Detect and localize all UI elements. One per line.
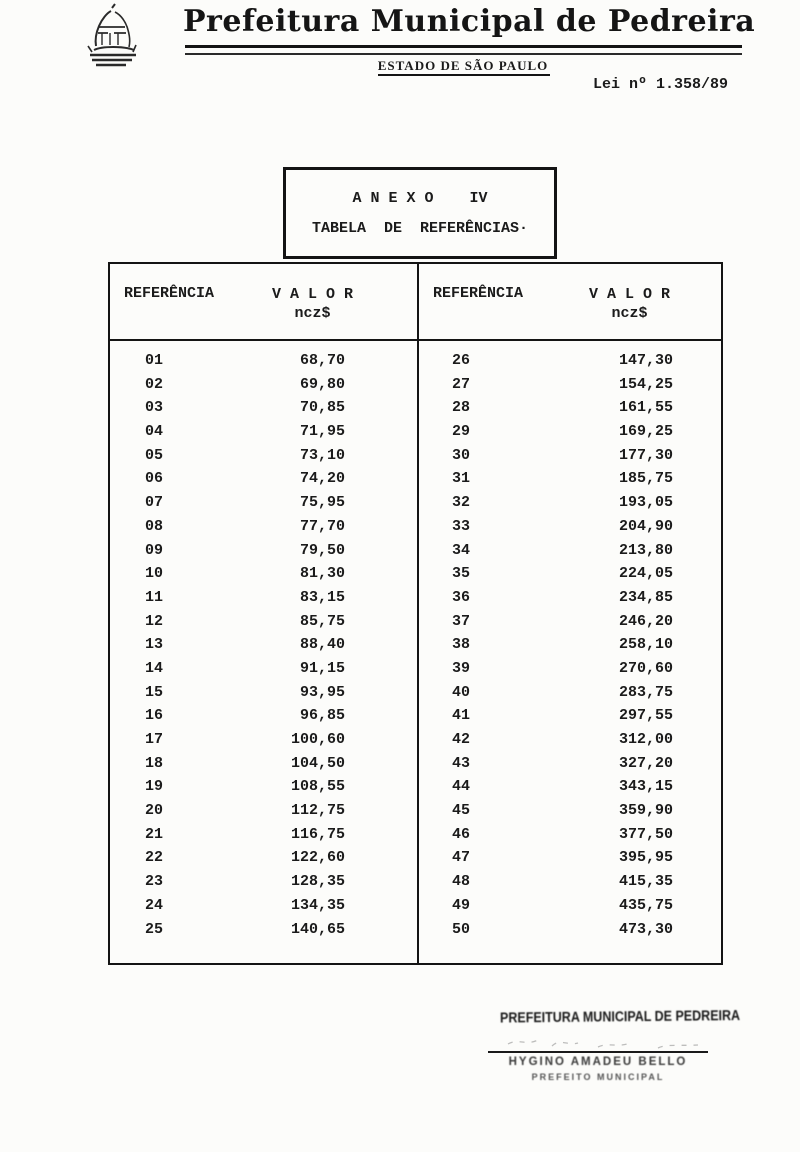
table-row bbox=[417, 636, 719, 660]
value-cell: 343,15 bbox=[618, 778, 673, 796]
reference-number-cell: 23 bbox=[144, 873, 163, 891]
reference-number-cell: 35 bbox=[451, 565, 470, 583]
signer-role: PREFEITO MUNICIPAL bbox=[531, 1072, 665, 1082]
reference-number-cell: 26 bbox=[451, 352, 470, 369]
table-row bbox=[110, 731, 417, 755]
value-cell: 73,10 bbox=[299, 446, 345, 464]
table-row bbox=[110, 447, 417, 471]
table-row bbox=[417, 352, 719, 376]
value-cell: 270,60 bbox=[618, 659, 673, 677]
value-cell: 395,95 bbox=[618, 849, 673, 867]
table-row bbox=[110, 684, 417, 708]
table-row bbox=[110, 778, 417, 802]
value-cell: 81,30 bbox=[299, 565, 345, 583]
reference-number-cell: 16 bbox=[144, 707, 163, 725]
reference-number-cell: 05 bbox=[144, 446, 163, 464]
value-cell: 128,35 bbox=[290, 873, 345, 891]
table-row bbox=[417, 707, 719, 731]
reference-number-cell: 34 bbox=[451, 541, 470, 559]
table-row bbox=[417, 613, 719, 637]
value-cell: 147,30 bbox=[618, 352, 673, 369]
reference-number-cell: 02 bbox=[144, 375, 163, 393]
value-cell: 415,35 bbox=[618, 873, 673, 891]
table-header-right bbox=[417, 264, 719, 339]
reference-number-cell: 44 bbox=[451, 778, 470, 796]
reference-number-cell: 21 bbox=[144, 825, 163, 843]
reference-number-cell: 09 bbox=[144, 541, 163, 559]
value-cell: 359,90 bbox=[618, 802, 673, 820]
table-column-left bbox=[110, 352, 417, 944]
table-row bbox=[110, 636, 417, 660]
signature-scribble bbox=[500, 1026, 710, 1052]
reference-number-cell: 37 bbox=[451, 612, 470, 630]
table-row bbox=[110, 352, 417, 376]
value-cell: 74,20 bbox=[299, 470, 345, 488]
currency-unit-label: ncz$ bbox=[294, 305, 331, 322]
value-cell: 213,80 bbox=[618, 541, 673, 559]
annex-subtitle: TABELA DE REFERÊNCIAS· bbox=[311, 220, 529, 237]
reference-number-cell: 48 bbox=[451, 873, 470, 891]
value-cell: 258,10 bbox=[618, 636, 673, 654]
reference-number-cell: 46 bbox=[451, 825, 470, 843]
value-cell: 297,55 bbox=[618, 707, 673, 725]
value-cell: 96,85 bbox=[299, 707, 345, 725]
value-cell: 327,20 bbox=[618, 754, 673, 772]
value-cell: 104,50 bbox=[290, 754, 345, 772]
value-cell: 283,75 bbox=[618, 683, 673, 701]
state-subtitle-underline bbox=[378, 74, 550, 76]
value-cell: 85,75 bbox=[299, 612, 345, 630]
table-row bbox=[110, 565, 417, 589]
column-header-valor bbox=[589, 285, 670, 339]
table-row bbox=[110, 423, 417, 447]
reference-number-cell: 22 bbox=[144, 849, 163, 867]
value-cell: 83,15 bbox=[299, 588, 345, 606]
value-cell: 154,25 bbox=[618, 375, 673, 393]
state-subtitle: ESTADO DE SÃO PAULO bbox=[377, 58, 549, 73]
reference-number-cell: 40 bbox=[451, 683, 470, 701]
reference-number-cell: 13 bbox=[144, 636, 163, 654]
table-header-row bbox=[110, 264, 721, 341]
table-row bbox=[110, 470, 417, 494]
reference-number-cell: 11 bbox=[144, 588, 163, 606]
table-row bbox=[417, 518, 719, 542]
value-cell: 193,05 bbox=[618, 494, 673, 512]
table-row bbox=[110, 802, 417, 826]
table-row bbox=[110, 494, 417, 518]
reference-number-cell: 07 bbox=[144, 494, 163, 512]
reference-number-cell: 04 bbox=[144, 423, 163, 441]
table-row bbox=[417, 660, 719, 684]
value-cell: 185,75 bbox=[618, 470, 673, 488]
reference-number-cell: 10 bbox=[144, 565, 163, 583]
value-cell: 134,35 bbox=[290, 896, 345, 914]
reference-number-cell: 32 bbox=[451, 494, 470, 512]
table-row bbox=[417, 447, 719, 471]
reference-number-cell: 18 bbox=[144, 754, 163, 772]
column-header-referencia: REFERÊNCIA bbox=[433, 285, 524, 302]
value-cell: 169,25 bbox=[618, 423, 673, 441]
table-column-right bbox=[417, 352, 719, 944]
table-row bbox=[417, 684, 719, 708]
table-row bbox=[417, 589, 719, 613]
table-row bbox=[417, 921, 719, 945]
table-row bbox=[417, 873, 719, 897]
value-cell: 224,05 bbox=[618, 565, 673, 583]
table-row bbox=[110, 707, 417, 731]
value-cell: 435,75 bbox=[618, 896, 673, 914]
title-divider bbox=[185, 45, 742, 55]
table-vertical-divider bbox=[417, 264, 419, 963]
reference-number-cell: 42 bbox=[451, 731, 470, 748]
column-header-referencia: REFERÊNCIA bbox=[124, 285, 215, 302]
reference-number-cell: 19 bbox=[144, 778, 163, 796]
reference-number-cell: 50 bbox=[451, 920, 470, 938]
coat-of-arms-icon bbox=[82, 2, 144, 70]
reference-number-cell: 43 bbox=[451, 754, 470, 772]
table-row bbox=[110, 826, 417, 850]
table-row bbox=[417, 731, 719, 755]
value-cell: 116,75 bbox=[290, 825, 345, 843]
reference-number-cell: 45 bbox=[451, 802, 470, 820]
signature-line bbox=[488, 1051, 708, 1053]
reference-number-cell: 08 bbox=[144, 517, 163, 535]
valor-label: V A L O R bbox=[589, 286, 671, 303]
value-cell: 112,75 bbox=[290, 802, 345, 820]
reference-number-cell: 47 bbox=[451, 849, 470, 867]
table-row bbox=[417, 399, 719, 423]
value-cell: 377,50 bbox=[618, 825, 673, 843]
table-row bbox=[110, 399, 417, 423]
value-cell: 108,55 bbox=[290, 778, 345, 796]
table-row bbox=[110, 755, 417, 779]
value-cell: 140,65 bbox=[290, 920, 345, 938]
reference-number-cell: 15 bbox=[144, 683, 163, 701]
currency-unit-label: ncz$ bbox=[611, 305, 648, 322]
value-cell: 93,95 bbox=[299, 683, 345, 701]
reference-number-cell: 17 bbox=[144, 731, 163, 748]
reference-number-cell: 01 bbox=[144, 352, 163, 369]
value-cell: 204,90 bbox=[618, 517, 673, 535]
table-body bbox=[110, 341, 721, 944]
table-row bbox=[110, 589, 417, 613]
table-row bbox=[110, 376, 417, 400]
table-row bbox=[417, 897, 719, 921]
table-row bbox=[417, 470, 719, 494]
reference-number-cell: 39 bbox=[451, 659, 470, 677]
table-row bbox=[417, 778, 719, 802]
municipality-stamp: PREFEITURA MUNICIPAL DE PEDREIRA bbox=[499, 1007, 741, 1027]
reference-number-cell: 28 bbox=[451, 399, 470, 417]
reference-number-cell: 31 bbox=[451, 470, 470, 488]
table-header-left bbox=[110, 264, 417, 339]
table-row bbox=[110, 660, 417, 684]
reference-table bbox=[108, 262, 723, 965]
table-row bbox=[417, 849, 719, 873]
table-row bbox=[110, 921, 417, 945]
table-row bbox=[417, 423, 719, 447]
table-row bbox=[110, 613, 417, 637]
value-cell: 246,20 bbox=[618, 612, 673, 630]
reference-number-cell: 41 bbox=[451, 707, 470, 725]
value-cell: 71,95 bbox=[299, 423, 345, 441]
reference-number-cell: 03 bbox=[144, 399, 163, 417]
reference-number-cell: 33 bbox=[451, 517, 470, 535]
valor-label: V A L O R bbox=[272, 286, 354, 303]
value-cell: 75,95 bbox=[299, 494, 345, 512]
reference-number-cell: 38 bbox=[451, 636, 470, 654]
table-row bbox=[417, 565, 719, 589]
value-cell: 77,70 bbox=[299, 517, 345, 535]
annex-title: A N E X O IV bbox=[352, 190, 488, 207]
table-row bbox=[417, 542, 719, 566]
table-row bbox=[110, 873, 417, 897]
value-cell: 68,70 bbox=[299, 352, 345, 369]
value-cell: 79,50 bbox=[299, 541, 345, 559]
reference-number-cell: 36 bbox=[451, 588, 470, 606]
table-row bbox=[417, 826, 719, 850]
reference-number-cell: 49 bbox=[451, 896, 470, 914]
reference-number-cell: 12 bbox=[144, 612, 163, 630]
reference-number-cell: 20 bbox=[144, 802, 163, 820]
column-header-valor bbox=[272, 285, 353, 339]
value-cell: 70,85 bbox=[299, 399, 345, 417]
value-cell: 100,60 bbox=[290, 731, 345, 748]
value-cell: 161,55 bbox=[618, 399, 673, 417]
table-row bbox=[417, 376, 719, 400]
reference-number-cell: 14 bbox=[144, 659, 163, 677]
table-row bbox=[417, 755, 719, 779]
reference-number-cell: 29 bbox=[451, 423, 470, 441]
reference-number-cell: 25 bbox=[144, 920, 163, 938]
law-number: Lei nº 1.358/89 bbox=[593, 76, 729, 93]
table-row bbox=[110, 542, 417, 566]
reference-number-cell: 24 bbox=[144, 896, 163, 914]
value-cell: 69,80 bbox=[299, 375, 345, 393]
reference-number-cell: 27 bbox=[451, 375, 470, 393]
table-row bbox=[110, 897, 417, 921]
table-row bbox=[417, 802, 719, 826]
signer-name: HYGINO AMADEU BELLO bbox=[508, 1056, 688, 1068]
table-row bbox=[417, 494, 719, 518]
page-title: Prefeitura Municipal de Pedreira bbox=[183, 4, 756, 39]
reference-number-cell: 06 bbox=[144, 470, 163, 488]
annex-box bbox=[283, 167, 557, 259]
table-row bbox=[110, 849, 417, 873]
value-cell: 88,40 bbox=[299, 636, 345, 654]
value-cell: 122,60 bbox=[290, 849, 345, 867]
value-cell: 473,30 bbox=[618, 920, 673, 938]
value-cell: 91,15 bbox=[299, 659, 345, 677]
value-cell: 177,30 bbox=[618, 446, 673, 464]
reference-number-cell: 30 bbox=[451, 446, 470, 464]
value-cell: 234,85 bbox=[618, 588, 673, 606]
value-cell: 312,00 bbox=[618, 731, 673, 748]
table-row bbox=[110, 518, 417, 542]
